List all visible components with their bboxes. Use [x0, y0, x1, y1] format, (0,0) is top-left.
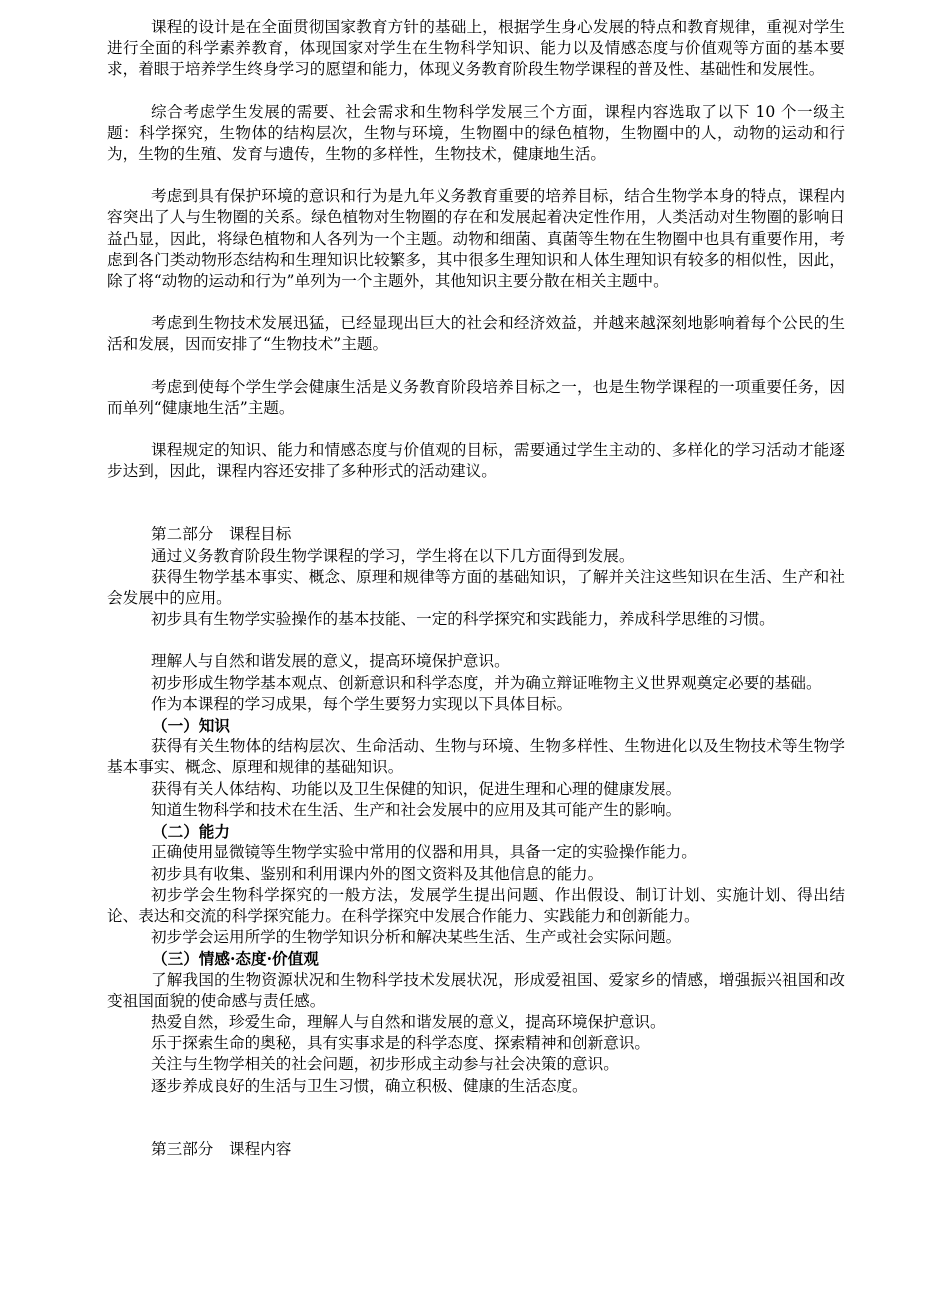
ability-heading: （二）能力 — [152, 822, 230, 842]
part2-line-4: 理解人与自然和谐发展的意义，提高环境保护意识。 — [151, 652, 510, 671]
part2-line-1: 通过义务教育阶段生物学课程的学习，学生将在以下几方面得到发展。 — [151, 546, 635, 565]
intro-paragraph-6: 课程规定的知识、能力和情感态度与价值观的目标，需要通过学生主动的、多样化的学习活动才能逐步达到，因此，课程内容还安排了多种形式的活动建议。 — [107, 441, 845, 481]
intro-paragraph-3: 考虑到具有保护环境的意识和行为是九年义务教育重要的培养目标，结合生物学本身的特点，课程内容突出了人与生物圈的关系。绿色植物对生物圈的存在和发展起着决定性作用，人类活动对生物圈的影响日益凸显，因此，将绿色植物和人各列为一个主题。动物和细菌、真菌等生物在生物圈中也具有重要作用，考虑到各门类动物形态结构和生理知识比较繁多，其中很多生理知识和人体生理知识有较多的相似性，因此，除了将“动物的运动和行为”单列为一个主题外，其他知识主要分散在相关主题中。 — [107, 187, 845, 291]
knowledge-heading: （一）知识 — [152, 716, 230, 736]
document-page — [107, 17, 845, 1160]
part2-line-3: 初步具有生物学实验操作的基本技能、一定的科学探究和实践能力，养成科学思维的习惯。 — [151, 610, 775, 629]
attitude-item-4: 关注与生物学相关的社会问题，初步形成主动参与社会决策的意识。 — [151, 1055, 619, 1074]
attitude-item-2: 热爱自然，珍爱生命，理解人与自然和谐发展的意义，提高环境保护意识。 — [151, 1012, 666, 1031]
ability-item-2: 初步具有收集、鉴别和利用课内外的图文资料及其他信息的能力。 — [151, 864, 604, 883]
part2-heading: 第二部分 课程目标 — [151, 525, 292, 544]
intro-paragraph-5: 考虑到使每个学生学会健康生活是义务教育阶段培养目标之一，也是生物学课程的一项重要任务，因而单列“健康地生活”主题。 — [107, 377, 845, 417]
attitude-item-1: 了解我国的生物资源状况和生物科学技术发展状况，形成爱祖国、爱家乡的情感，增强振兴祖国和改变祖国面貌的使命感与责任感。 — [107, 970, 845, 1010]
part3-heading: 第三部分 课程内容 — [151, 1139, 292, 1158]
attitude-heading: （三）情感·态度·价值观 — [152, 949, 319, 969]
ability-item-4: 初步学会运用所学的生物学知识分析和解决某些生活、生产或社会实际问题。 — [151, 928, 682, 947]
knowledge-item-1: 获得有关生物体的结构层次、生命活动、生物与环境、生物多样性、生物进化以及生物技术等生物学基本事实、概念、原理和规律的基础知识。 — [107, 737, 845, 777]
part2-line-5: 初步形成生物学基本观点、创新意识和科学态度，并为确立辩证唯物主义世界观奠定必要的基础。 — [151, 673, 822, 692]
knowledge-item-2: 获得有关人体结构、功能以及卫生保健的知识，促进生理和心理的健康发展。 — [151, 779, 682, 798]
ability-item-3: 初步学会生物科学探究的一般方法，发展学生提出问题、作出假设、制订计划、实施计划、得出结论、表达和交流的科学探究能力。在科学探究中发展合作能力、实践能力和创新能力。 — [107, 885, 845, 925]
intro-paragraph-2: 综合考虑学生发展的需要、社会需求和生物科学发展三个方面，课程内容选取了以下 10 个一级主题：科学探究，生物体的结构层次，生物与环境，生物圈中的绿色植物，生物圈中的人，动物的运动和行为，生物的生殖、发育与遗传，生物的多样性，生物技术，健康地生活。 — [107, 102, 845, 164]
part2-line-6: 作为本课程的学习成果，每个学生要努力实现以下具体目标。 — [151, 694, 573, 713]
attitude-item-3: 乐于探索生命的奥秘，具有实事求是的科学态度、探索精神和创新意识。 — [151, 1034, 651, 1053]
ability-item-1: 正确使用显微镜等生物学实验中常用的仪器和用具，具备一定的实验操作能力。 — [151, 843, 697, 862]
intro-paragraph-4: 考虑到生物技术发展迅猛，已经显现出巨大的社会和经济效益，并越来越深刻地影响着每个公民的生活和发展，因而安排了“生物技术”主题。 — [107, 314, 845, 354]
knowledge-item-3: 知道生物科学和技术在生活、生产和社会发展中的应用及其可能产生的影响。 — [151, 800, 682, 819]
attitude-item-5: 逐步养成良好的生活与卫生习惯，确立积极、健康的生活态度。 — [151, 1076, 588, 1095]
intro-paragraph-1: 课程的设计是在全面贯彻国家教育方针的基础上，根据学生身心发展的特点和教育规律，重视对学生进行全面的科学素养教育，体现国家对学生在生物科学知识、能力以及情感态度与价值观等方面的基本要求，着眼于培养学生终身学习的愿望和能力，体现义务教育阶段生物学课程的普及性、基础性和发展性。 — [107, 18, 845, 79]
part2-line-2: 获得生物学基本事实、概念、原理和规律等方面的基础知识，了解并关注这些知识在生活、生产和社会发展中的应用。 — [107, 567, 845, 608]
